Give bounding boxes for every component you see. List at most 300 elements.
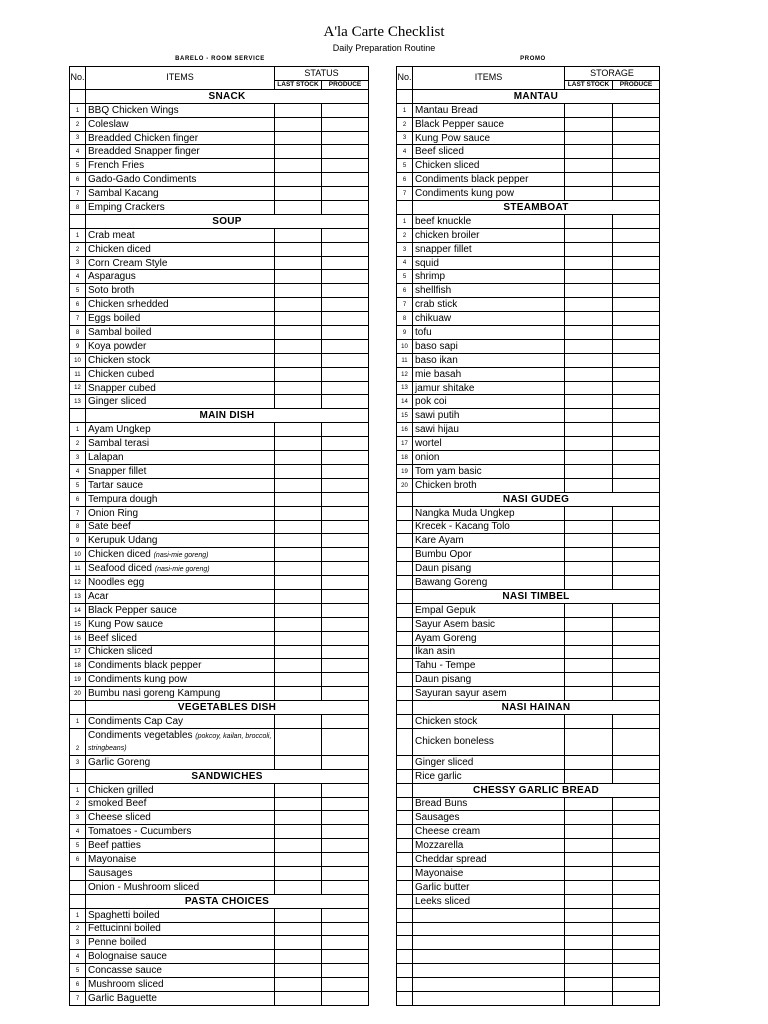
produce-cell[interactable]	[613, 755, 660, 769]
last-stock-cell[interactable]	[565, 256, 613, 270]
last-stock-cell[interactable]	[275, 256, 322, 270]
table-row	[397, 866, 660, 880]
item-name: Sambal boiled	[88, 326, 152, 338]
table-row	[70, 256, 369, 270]
last-stock-cell[interactable]	[275, 478, 322, 492]
produce-cell[interactable]	[613, 548, 660, 562]
produce-cell[interactable]	[613, 187, 660, 201]
last-stock-cell[interactable]	[275, 645, 322, 659]
last-stock-cell[interactable]	[565, 214, 613, 228]
produce-cell[interactable]	[613, 228, 660, 242]
last-stock-cell[interactable]	[275, 687, 322, 701]
produce-cell[interactable]	[322, 159, 369, 173]
produce-cell[interactable]	[322, 992, 369, 1006]
produce-cell[interactable]	[322, 353, 369, 367]
produce-cell[interactable]	[613, 173, 660, 187]
last-stock-cell[interactable]	[565, 173, 613, 187]
produce-cell[interactable]	[613, 853, 660, 867]
produce-cell[interactable]	[322, 880, 369, 894]
last-stock-cell[interactable]	[565, 228, 613, 242]
produce-cell[interactable]	[613, 409, 660, 423]
table-row	[397, 395, 660, 409]
last-stock-cell[interactable]	[565, 880, 613, 894]
produce-cell[interactable]	[613, 367, 660, 381]
produce-cell[interactable]	[322, 284, 369, 298]
last-stock-cell[interactable]	[565, 117, 613, 131]
produce-cell[interactable]	[322, 173, 369, 187]
produce-cell[interactable]	[322, 811, 369, 825]
last-stock-cell[interactable]	[275, 631, 322, 645]
produce-cell[interactable]	[322, 673, 369, 687]
last-stock-cell[interactable]	[275, 339, 322, 353]
last-stock-cell[interactable]	[565, 755, 613, 769]
produce-header: PRODUCE	[322, 80, 369, 89]
table-row	[397, 811, 660, 825]
produce-cell[interactable]	[613, 673, 660, 687]
table-row	[397, 908, 660, 922]
last-stock-cell[interactable]	[565, 839, 613, 853]
produce-cell[interactable]	[613, 811, 660, 825]
produce-cell[interactable]	[322, 936, 369, 950]
last-stock-cell[interactable]	[565, 437, 613, 451]
table-row	[70, 950, 369, 964]
produce-cell[interactable]	[613, 339, 660, 353]
table-row	[70, 548, 369, 562]
last-stock-cell[interactable]	[275, 131, 322, 145]
last-stock-cell[interactable]	[275, 811, 322, 825]
item-cell	[413, 103, 565, 117]
produce-cell[interactable]	[322, 437, 369, 451]
produce-cell[interactable]	[322, 755, 369, 769]
table-row	[397, 173, 660, 187]
produce-cell[interactable]	[322, 562, 369, 576]
produce-cell[interactable]	[613, 214, 660, 228]
produce-cell[interactable]	[322, 201, 369, 215]
item-note: (pokcoy, kailan, broccoli, stringbeans)	[88, 732, 272, 752]
produce-cell[interactable]	[322, 853, 369, 867]
produce-cell[interactable]	[322, 576, 369, 590]
item-name: mie basah	[415, 368, 462, 380]
last-stock-cell[interactable]	[275, 312, 322, 326]
produce-cell[interactable]	[322, 312, 369, 326]
produce-cell[interactable]	[322, 631, 369, 645]
produce-cell[interactable]	[613, 866, 660, 880]
item-cell	[86, 534, 275, 548]
last-stock-cell[interactable]	[275, 298, 322, 312]
produce-cell[interactable]	[613, 950, 660, 964]
last-stock-cell[interactable]	[275, 173, 322, 187]
item-cell	[413, 437, 565, 451]
item-name: Lalapan	[88, 451, 124, 463]
section-title: SNACK	[86, 89, 369, 103]
produce-cell[interactable]	[613, 506, 660, 520]
last-stock-cell[interactable]	[565, 339, 613, 353]
last-stock-cell[interactable]	[565, 103, 613, 117]
last-stock-cell[interactable]	[275, 922, 322, 936]
item-cell	[86, 755, 275, 769]
last-stock-cell[interactable]	[565, 673, 613, 687]
last-stock-cell[interactable]	[275, 562, 322, 576]
last-stock-cell[interactable]	[275, 103, 322, 117]
produce-cell[interactable]	[322, 131, 369, 145]
last-stock-cell[interactable]	[275, 714, 322, 728]
last-stock-cell[interactable]	[275, 908, 322, 922]
produce-cell[interactable]	[322, 145, 369, 159]
table-row	[70, 687, 369, 701]
produce-cell[interactable]	[322, 728, 369, 755]
last-stock-cell[interactable]	[275, 353, 322, 367]
produce-cell[interactable]	[322, 298, 369, 312]
last-stock-cell[interactable]	[275, 825, 322, 839]
produce-cell[interactable]	[613, 298, 660, 312]
produce-cell[interactable]	[322, 506, 369, 520]
table-row	[397, 353, 660, 367]
produce-cell[interactable]	[613, 880, 660, 894]
table-row	[397, 728, 660, 755]
last-stock-cell[interactable]	[275, 492, 322, 506]
produce-cell[interactable]	[613, 922, 660, 936]
produce-cell[interactable]	[613, 131, 660, 145]
produce-cell[interactable]	[613, 603, 660, 617]
last-stock-cell[interactable]	[275, 242, 322, 256]
produce-cell[interactable]	[322, 395, 369, 409]
produce-cell[interactable]	[322, 451, 369, 465]
last-stock-cell[interactable]	[565, 617, 613, 631]
section-title: MANTAU	[413, 89, 660, 103]
produce-cell[interactable]	[322, 464, 369, 478]
last-stock-cell[interactable]	[565, 659, 613, 673]
item-name: Krecek - Kacang Tolo	[415, 521, 510, 533]
last-stock-cell[interactable]	[565, 131, 613, 145]
last-stock-cell[interactable]	[275, 755, 322, 769]
last-stock-cell[interactable]	[275, 853, 322, 867]
last-stock-cell[interactable]	[275, 201, 322, 215]
last-stock-cell[interactable]	[275, 950, 322, 964]
produce-cell[interactable]	[322, 520, 369, 534]
last-stock-cell[interactable]	[565, 811, 613, 825]
produce-cell[interactable]	[613, 256, 660, 270]
item-cell	[86, 117, 275, 131]
item-cell	[413, 339, 565, 353]
last-stock-cell[interactable]	[565, 367, 613, 381]
last-stock-cell[interactable]	[565, 242, 613, 256]
last-stock-cell[interactable]	[275, 783, 322, 797]
table-row	[397, 145, 660, 159]
last-stock-cell[interactable]	[275, 506, 322, 520]
last-stock-cell[interactable]	[275, 659, 322, 673]
produce-cell[interactable]	[613, 312, 660, 326]
produce-cell[interactable]	[613, 576, 660, 590]
last-stock-cell[interactable]	[275, 992, 322, 1006]
produce-cell[interactable]	[613, 520, 660, 534]
produce-cell[interactable]	[613, 894, 660, 908]
last-stock-cell[interactable]	[565, 187, 613, 201]
last-stock-cell[interactable]	[275, 145, 322, 159]
produce-cell[interactable]	[322, 950, 369, 964]
produce-cell[interactable]	[613, 534, 660, 548]
produce-cell[interactable]	[322, 645, 369, 659]
section-header-row	[397, 589, 660, 603]
produce-cell[interactable]	[322, 270, 369, 284]
last-stock-cell[interactable]	[275, 617, 322, 631]
produce-cell[interactable]	[613, 687, 660, 701]
item-number	[397, 908, 413, 922]
item-name: Chicken cubed	[88, 368, 155, 380]
last-stock-cell[interactable]	[565, 992, 613, 1006]
table-row	[70, 451, 369, 465]
item-name: Ayam Ungkep	[88, 424, 151, 436]
last-stock-cell[interactable]	[565, 548, 613, 562]
last-stock-cell[interactable]	[275, 117, 322, 131]
last-stock-cell[interactable]	[275, 576, 322, 590]
produce-cell[interactable]	[613, 839, 660, 853]
last-stock-cell[interactable]	[565, 950, 613, 964]
last-stock-cell[interactable]	[565, 825, 613, 839]
table-row	[397, 617, 660, 631]
last-stock-cell[interactable]	[565, 395, 613, 409]
produce-cell[interactable]	[322, 797, 369, 811]
last-stock-cell[interactable]	[275, 326, 322, 340]
item-cell	[413, 631, 565, 645]
item-name: Sausages	[88, 867, 133, 879]
item-number	[397, 880, 413, 894]
produce-cell[interactable]	[322, 103, 369, 117]
last-stock-cell[interactable]	[565, 576, 613, 590]
produce-cell[interactable]	[613, 908, 660, 922]
produce-cell[interactable]	[613, 451, 660, 465]
last-stock-cell[interactable]	[275, 936, 322, 950]
section-spacer	[397, 201, 413, 215]
no-header: No.	[397, 67, 413, 90]
produce-cell[interactable]	[613, 145, 660, 159]
last-stock-cell[interactable]	[275, 673, 322, 687]
produce-cell[interactable]	[322, 548, 369, 562]
last-stock-cell[interactable]	[275, 603, 322, 617]
produce-cell[interactable]	[613, 437, 660, 451]
table-row	[397, 894, 660, 908]
last-stock-cell[interactable]	[565, 562, 613, 576]
produce-cell[interactable]	[613, 936, 660, 950]
right-section-label: PROMO	[520, 56, 546, 62]
produce-cell[interactable]	[322, 714, 369, 728]
item-cell	[413, 451, 565, 465]
last-stock-cell[interactable]	[275, 187, 322, 201]
last-stock-cell[interactable]	[565, 603, 613, 617]
last-stock-cell[interactable]	[565, 409, 613, 423]
produce-cell[interactable]	[322, 367, 369, 381]
last-stock-cell[interactable]	[565, 866, 613, 880]
last-stock-cell[interactable]	[275, 159, 322, 173]
last-stock-cell[interactable]	[275, 451, 322, 465]
last-stock-cell[interactable]	[275, 423, 322, 437]
last-stock-cell[interactable]	[275, 270, 322, 284]
last-stock-cell[interactable]	[565, 534, 613, 548]
produce-cell[interactable]	[613, 423, 660, 437]
last-stock-cell[interactable]	[275, 589, 322, 603]
produce-cell[interactable]	[322, 617, 369, 631]
produce-cell[interactable]	[613, 326, 660, 340]
produce-cell[interactable]	[613, 631, 660, 645]
produce-cell[interactable]	[322, 339, 369, 353]
last-stock-cell[interactable]	[565, 894, 613, 908]
table-row	[397, 839, 660, 853]
last-stock-cell[interactable]	[565, 728, 613, 755]
last-stock-cell[interactable]	[565, 451, 613, 465]
last-stock-cell[interactable]	[565, 353, 613, 367]
produce-cell[interactable]	[322, 423, 369, 437]
last-stock-cell[interactable]	[275, 839, 322, 853]
item-number: 6	[70, 492, 86, 506]
last-stock-cell[interactable]	[565, 520, 613, 534]
produce-cell[interactable]	[613, 381, 660, 395]
produce-cell[interactable]	[613, 978, 660, 992]
produce-cell[interactable]	[613, 242, 660, 256]
last-stock-cell[interactable]	[275, 520, 322, 534]
produce-cell[interactable]	[613, 797, 660, 811]
last-stock-cell[interactable]	[565, 284, 613, 298]
last-stock-cell[interactable]	[275, 866, 322, 880]
produce-cell[interactable]	[322, 478, 369, 492]
item-number	[397, 673, 413, 687]
item-name: pok coi	[415, 396, 447, 408]
produce-header: PRODUCE	[613, 80, 660, 89]
produce-cell[interactable]	[322, 534, 369, 548]
last-stock-cell[interactable]	[565, 964, 613, 978]
table-row	[70, 936, 369, 950]
produce-cell[interactable]	[322, 978, 369, 992]
last-stock-cell[interactable]	[565, 381, 613, 395]
produce-cell[interactable]	[613, 478, 660, 492]
item-cell	[413, 992, 565, 1006]
produce-cell[interactable]	[322, 908, 369, 922]
produce-cell[interactable]	[322, 839, 369, 853]
produce-cell[interactable]	[322, 603, 369, 617]
produce-cell[interactable]	[613, 617, 660, 631]
item-name: crab stick	[415, 299, 458, 311]
last-stock-cell[interactable]	[275, 284, 322, 298]
table-row	[70, 673, 369, 687]
table-row	[70, 506, 369, 520]
produce-cell[interactable]	[613, 464, 660, 478]
item-number: 15	[397, 409, 413, 423]
table-row	[397, 326, 660, 340]
produce-cell[interactable]	[322, 492, 369, 506]
produce-cell[interactable]	[322, 964, 369, 978]
last-stock-cell[interactable]	[565, 312, 613, 326]
table-row	[397, 659, 660, 673]
item-cell	[413, 964, 565, 978]
item-name: Beef sliced	[415, 146, 464, 158]
item-number: 3	[397, 242, 413, 256]
last-stock-cell[interactable]	[275, 464, 322, 478]
last-stock-cell[interactable]	[275, 728, 322, 755]
produce-cell[interactable]	[613, 270, 660, 284]
last-stock-cell[interactable]	[565, 631, 613, 645]
produce-cell[interactable]	[613, 659, 660, 673]
item-name: Chicken srhedded	[88, 299, 169, 311]
produce-cell[interactable]	[322, 117, 369, 131]
last-stock-cell[interactable]	[565, 936, 613, 950]
last-stock-cell[interactable]	[565, 145, 613, 159]
produce-cell[interactable]	[613, 992, 660, 1006]
table-row	[70, 645, 369, 659]
produce-cell[interactable]	[613, 714, 660, 728]
produce-cell[interactable]	[322, 228, 369, 242]
last-stock-cell[interactable]	[565, 506, 613, 520]
last-stock-cell[interactable]	[275, 381, 322, 395]
last-stock-cell[interactable]	[565, 423, 613, 437]
last-stock-cell[interactable]	[275, 797, 322, 811]
last-stock-cell[interactable]	[565, 478, 613, 492]
last-stock-cell[interactable]	[275, 367, 322, 381]
produce-cell[interactable]	[613, 117, 660, 131]
produce-cell[interactable]	[613, 159, 660, 173]
produce-cell[interactable]	[322, 825, 369, 839]
last-stock-cell[interactable]	[565, 922, 613, 936]
last-stock-cell[interactable]	[565, 714, 613, 728]
last-stock-cell[interactable]	[565, 908, 613, 922]
produce-cell[interactable]	[322, 187, 369, 201]
last-stock-cell[interactable]	[565, 326, 613, 340]
produce-cell[interactable]	[613, 769, 660, 783]
produce-cell[interactable]	[322, 256, 369, 270]
last-stock-cell[interactable]	[565, 797, 613, 811]
produce-cell[interactable]	[322, 326, 369, 340]
item-number	[397, 936, 413, 950]
last-stock-cell[interactable]	[275, 228, 322, 242]
produce-cell[interactable]	[322, 687, 369, 701]
last-stock-cell[interactable]	[275, 437, 322, 451]
last-stock-cell[interactable]	[275, 395, 322, 409]
last-stock-cell[interactable]	[565, 464, 613, 478]
item-cell	[86, 908, 275, 922]
last-stock-cell[interactable]	[275, 548, 322, 562]
produce-cell[interactable]	[613, 964, 660, 978]
produce-cell[interactable]	[613, 103, 660, 117]
last-stock-cell[interactable]	[275, 880, 322, 894]
last-stock-cell[interactable]	[565, 853, 613, 867]
produce-cell[interactable]	[613, 353, 660, 367]
last-stock-cell[interactable]	[565, 298, 613, 312]
last-stock-cell[interactable]	[565, 645, 613, 659]
produce-cell[interactable]	[322, 783, 369, 797]
last-stock-cell[interactable]	[565, 769, 613, 783]
produce-cell[interactable]	[322, 589, 369, 603]
produce-cell[interactable]	[613, 395, 660, 409]
produce-cell[interactable]	[613, 645, 660, 659]
produce-cell[interactable]	[613, 825, 660, 839]
last-stock-cell[interactable]	[565, 978, 613, 992]
item-name: Rice garlic	[415, 770, 462, 782]
item-cell	[86, 978, 275, 992]
produce-cell[interactable]	[322, 866, 369, 880]
produce-cell[interactable]	[613, 562, 660, 576]
last-stock-cell[interactable]	[275, 964, 322, 978]
last-stock-cell[interactable]	[275, 534, 322, 548]
section-spacer	[70, 409, 86, 423]
last-stock-cell[interactable]	[565, 159, 613, 173]
produce-cell[interactable]	[322, 922, 369, 936]
last-stock-cell[interactable]	[275, 978, 322, 992]
produce-cell[interactable]	[613, 728, 660, 755]
produce-cell[interactable]	[322, 659, 369, 673]
last-stock-cell[interactable]	[565, 270, 613, 284]
last-stock-cell[interactable]	[565, 687, 613, 701]
item-name: Mantau Bread	[415, 104, 478, 116]
produce-cell[interactable]	[322, 381, 369, 395]
produce-cell[interactable]	[322, 242, 369, 256]
produce-cell[interactable]	[613, 284, 660, 298]
